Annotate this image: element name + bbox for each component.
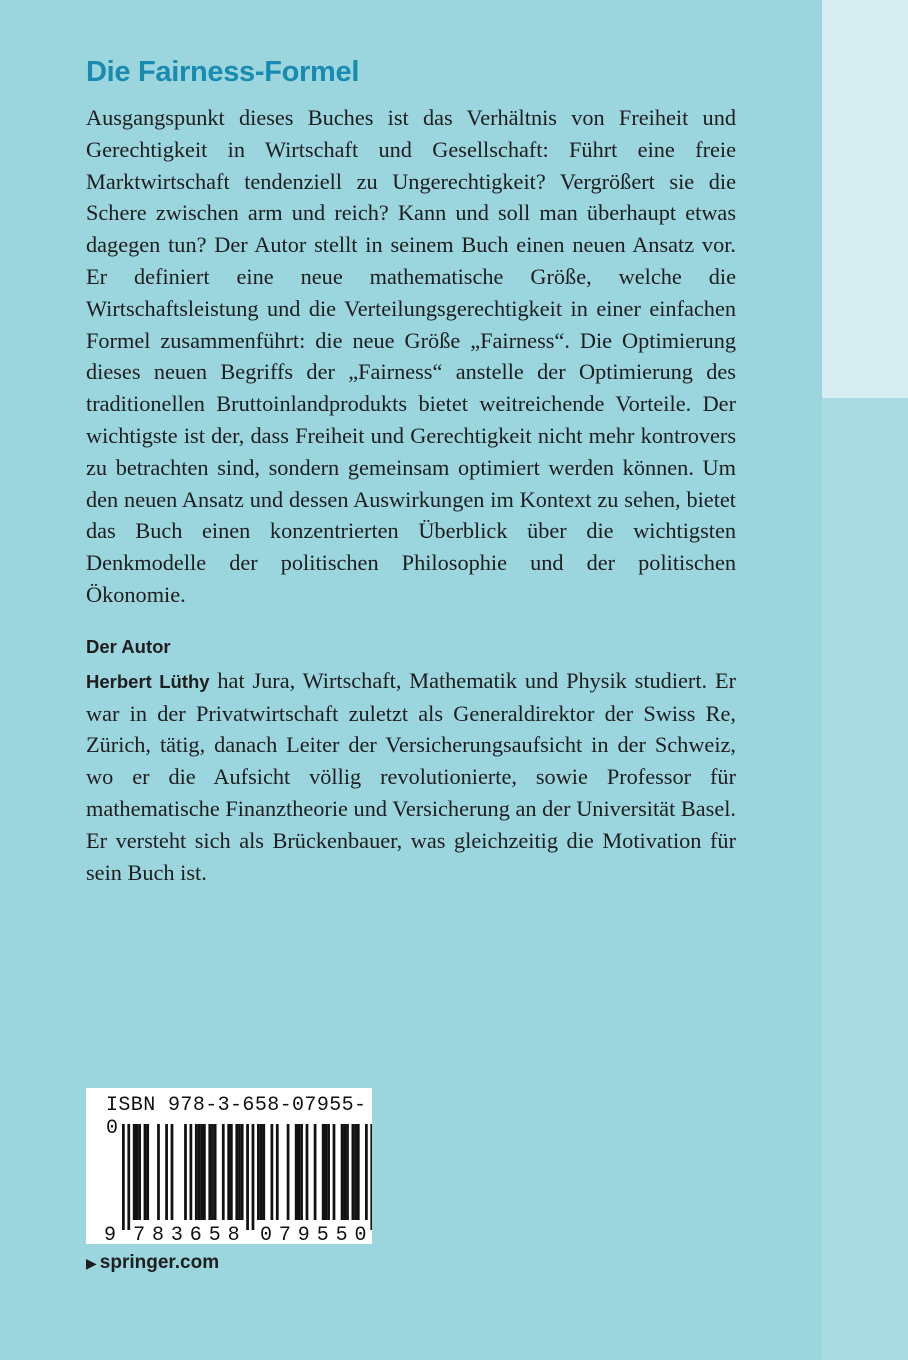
barcode-bar [246,1124,249,1230]
barcode-bar [325,1124,328,1220]
barcode-bar [300,1124,303,1220]
barcode-bar [333,1124,336,1220]
barcode-digit: 0 [260,1224,273,1244]
barcode-bar [257,1124,260,1220]
barcode-digit: 9 [297,1224,310,1244]
barcode-bar [306,1124,309,1220]
barcode-bar [146,1124,149,1220]
barcode-digit: 3 [170,1224,183,1244]
barcode-bar [352,1124,355,1220]
barcode-bar [252,1124,255,1230]
barcode-bar [354,1124,357,1220]
barcode-bar [203,1124,206,1220]
barcode-digit: 8 [227,1224,240,1244]
barcode-bar [357,1124,360,1220]
barcode-digit: 0 [354,1224,367,1244]
barcode-bar [271,1124,274,1220]
barcode-bar [200,1124,203,1220]
barcode-bar [190,1124,193,1220]
barcode-bar [227,1124,230,1220]
barcode-bar [127,1124,130,1230]
barcode-bar [327,1124,330,1220]
barcode-bar [322,1124,325,1220]
barcode-bar [314,1124,317,1220]
barcode-bar [262,1124,265,1220]
barcode-bar [295,1124,298,1220]
barcode-bar [138,1124,141,1220]
barcode-bar [122,1124,125,1230]
barcode-bar [157,1124,160,1220]
barcode-digit: 8 [152,1224,165,1244]
arrow-icon: ▶ [86,1255,97,1271]
barcode-bar [165,1124,168,1220]
barcode-bar [195,1124,198,1220]
barcode-bar [198,1124,201,1220]
barcode-graphic [86,1088,372,1244]
barcode-bar [171,1124,174,1220]
barcode-bar [341,1124,344,1220]
author-heading: Der Autor [86,635,171,657]
barcode-bar [235,1124,238,1220]
book-blurb: Ausgangspunkt dieses Buches ist das Verhältnis von Freiheit und Gerechtigkeit in Wirtschaft und Gesellschaft: Führt eine freie Marktwirtschaft tendenziell zu Ungerechtigkeit? Vergrößert sie die Schere zwischen arm und reich? Kann und soll man überhaupt etwas dagegen tun? Der Autor stellt in seinem Buch einen neuen Ansatz vor. Er definiert eine neue mathematische Größe, welche die Wirtschaftsleistung und die Verteilungsgerechtigkeit in einer einfachen Formel zusammenführt: die neue Größe „Fairness“. Die Optimierung dieses neuen Begriffs der „Fairness“ anstelle der Optimierung des traditionellen Bruttoinlandprodukts bietet weitreichende Vorteile. Der wichtigste ist der, dass Freiheit und Gerechtigkeit nicht mehr kontrovers zu betrachten sind, sondern gemeinsam optimiert werden können. Um den neuen Ansatz und dessen Auswirkungen im Kontext zu sehen, bietet das Buch einen konzentrierten Überblick über die wichtigsten Denkmodelle der politischen Philosophie und der politischen Ökonomie. [86,105,736,607]
side-strip [822,398,908,1360]
book-title: Die Fairness-Formel [86,56,360,88]
barcode-bar [136,1124,139,1220]
barcode-bar [365,1124,368,1220]
barcode-digit: 9 [104,1224,117,1244]
barcode-bar [241,1124,244,1220]
publisher-link[interactable] [86,1252,219,1274]
publisher-url: springer.com [99,1252,220,1273]
author-name: Herbert Lüthy [86,670,210,692]
barcode-digit: 5 [316,1224,329,1244]
barcode-bar [214,1124,217,1220]
barcode-digit: 6 [189,1224,202,1244]
author-bio-text: hat Jura, Wirtschaft, Mathematik und Physik studiert. Er war in der Privatwirtschaft zuletzt als Generaldirektor der Swiss Re, Zürich, tätig, danach Leiter der Versicherungsaufsicht in der Schweiz, wo er die Aufsicht völlig revolutionierte, sowie Professor für mathematische Finanztheorie und Versicherung an der Universität Basel. Er versteht sich als Brückenbauer, was gleichzeitig die Motivation für sein Buch ist. [86,667,736,885]
barcode-bar [238,1124,241,1220]
barcode-digit: 5 [335,1224,348,1244]
barcode-bar [230,1124,233,1220]
barcode-bar [211,1124,214,1220]
barcode-bar [298,1124,301,1220]
author-bio [86,665,736,889]
barcode-bar [222,1124,225,1220]
barcode-bar [343,1124,346,1220]
barcode-bar [260,1124,263,1220]
barcode-bar [144,1124,147,1220]
back-cover-content [86,52,736,888]
isbn-label: ISBN 978-3-658-07955-0 [106,1094,367,1140]
barcode-bar [346,1124,349,1220]
barcode-bar [133,1124,136,1220]
barcode-bar [208,1124,211,1220]
barcode-digit: 7 [133,1224,146,1244]
barcode-digit: 7 [278,1224,291,1244]
side-strip-light [822,0,908,398]
barcode-bar [184,1124,187,1220]
isbn-barcode [86,1088,372,1244]
barcode-bar [370,1124,372,1230]
barcode-bar [287,1124,290,1220]
barcode-bar [276,1124,279,1220]
barcode-digit: 5 [208,1224,221,1244]
